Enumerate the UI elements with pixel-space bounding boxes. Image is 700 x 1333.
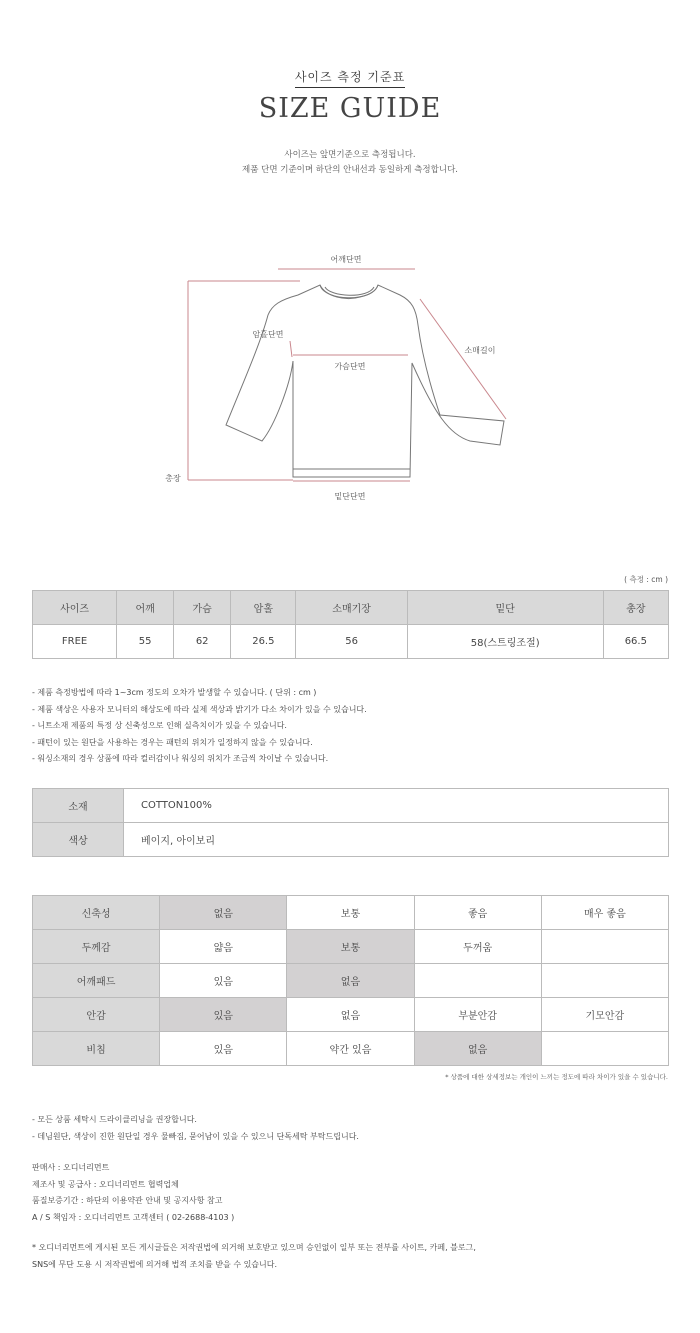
measurement-guides — [188, 269, 506, 481]
size-table — [32, 590, 669, 659]
color-label: 색상 — [33, 823, 124, 857]
armhole-guide-line — [290, 341, 292, 357]
attribute-option: 없음 — [287, 998, 414, 1032]
attribute-label: 두께감 — [33, 930, 160, 964]
attribute-option-selected: 없음 — [414, 1032, 541, 1066]
table-row — [33, 789, 669, 823]
table-row — [33, 1032, 669, 1066]
measure-unit: ( 측정 : cm ) — [624, 575, 668, 584]
cell-size: FREE — [33, 625, 117, 659]
warranty-line: 품질보증기간 : 하단의 이용약관 안내 및 공지사항 참고 — [32, 1196, 223, 1205]
page-title-korean-text: 사이즈 측정 기준표 — [295, 68, 405, 88]
table-row — [33, 930, 669, 964]
seller-info — [32, 1160, 234, 1226]
attribute-option: 있음 — [160, 1032, 287, 1066]
size-table-header — [33, 591, 669, 625]
list-item: - 니트소재 제품의 특정 상 신축성으로 인해 실측치이가 있을 수 있습니다. — [32, 721, 287, 730]
cell-hem: 58(스트링조절) — [407, 625, 603, 659]
as-contact-line: A / S 책임자 : 오디너리먼트 고객센터 ( 02-2688-4103 ) — [32, 1212, 235, 1222]
attribute-option-selected: 없음 — [160, 896, 287, 930]
attribute-table — [32, 895, 669, 1066]
attribute-note: * 상품에 대한 상세정보는 개인이 느끼는 정도에 따라 차이가 있을 수 있습니다. — [445, 1073, 668, 1081]
attribute-option: 보통 — [287, 896, 414, 930]
label-length: 총장 — [165, 474, 181, 483]
list-item: * 오디너리먼트에 게시된 모든 게시글들은 저작권법에 의거해 보호받고 있으며 승인없이 일부 또는 전부를 사이트, 카페, 블로그, — [32, 1243, 476, 1252]
attribute-label: 어깨패드 — [33, 964, 160, 998]
header-chest: 가슴 — [174, 591, 231, 625]
attribute-option — [414, 964, 541, 998]
page-title-english: SIZE GUIDE — [258, 93, 442, 124]
header-hem: 밑단 — [407, 591, 603, 625]
label-chest: 가슴단면 — [334, 362, 366, 371]
list-item: - 모든 상품 세탁시 드라이클리닝을 권장합니다. — [32, 1115, 197, 1124]
manufacturer-line: 제조사 및 공급사 : 오디너리먼트 협력업체 — [32, 1179, 179, 1189]
material-table — [32, 788, 669, 857]
table-row — [33, 964, 669, 998]
header-length: 총장 — [603, 591, 668, 625]
label-armhole: 암홀단면 — [252, 330, 284, 339]
header-armhole: 암홀 — [231, 591, 296, 625]
list-item: - 제품 색상은 사용자 모니터의 해상도에 따라 실제 색상과 밝기가 다소 차이가 있을 수 있습니다. — [32, 704, 367, 714]
sweatshirt-measurement-diagram — [150, 245, 550, 510]
attribute-label: 안감 — [33, 998, 160, 1032]
copyright-notice — [32, 1240, 476, 1273]
attribute-option: 두꺼움 — [414, 930, 541, 964]
header-shoulder: 어깨 — [117, 591, 174, 625]
seller-line: 판매사 : 오디너리먼트 — [32, 1163, 110, 1172]
cell-armhole: 26.5 — [231, 625, 296, 659]
measurement-notes — [32, 685, 367, 768]
attribute-option: 약간 있음 — [287, 1032, 414, 1066]
table-row — [33, 998, 669, 1032]
attribute-option-selected: 있음 — [160, 998, 287, 1032]
attribute-option: 좋음 — [414, 896, 541, 930]
table-row — [33, 823, 669, 857]
attribute-label: 신축성 — [33, 896, 160, 930]
sweatshirt-outline — [226, 285, 504, 477]
cell-length: 66.5 — [603, 625, 668, 659]
care-notes — [32, 1112, 359, 1145]
cell-chest: 62 — [174, 625, 231, 659]
cell-sleeve: 56 — [296, 625, 407, 659]
attribute-option-selected: 보통 — [287, 930, 414, 964]
page-title-korean — [0, 68, 700, 88]
material-label: 소재 — [33, 789, 124, 823]
attribute-option: 얇음 — [160, 930, 287, 964]
table-row — [33, 896, 669, 930]
cell-shoulder: 55 — [117, 625, 174, 659]
table-row — [33, 625, 669, 659]
attribute-option: 매우 좋음 — [541, 896, 668, 930]
attribute-option — [541, 930, 668, 964]
label-hem: 밑단단면 — [334, 492, 366, 501]
label-sleeve: 소매길이 — [464, 346, 496, 355]
attribute-option: 부분안감 — [414, 998, 541, 1032]
material-value: COTTON100% — [124, 789, 669, 823]
attribute-option: 있음 — [160, 964, 287, 998]
attribute-option — [541, 964, 668, 998]
color-value: 베이지, 아이보리 — [124, 823, 669, 857]
list-item: - 워싱소재의 경우 상품에 따라 컬러감이나 워싱의 위치가 조금씩 차이날 수 있습니다. — [32, 754, 329, 763]
intro-line-1: 사이즈는 앞면기준으로 측정됩니다. — [284, 150, 416, 160]
attribute-label: 비침 — [33, 1032, 160, 1066]
list-item: SNS에 무단 도용 시 저작권법에 의거해 법적 조치를 받을 수 있습니다. — [32, 1259, 278, 1269]
sleeve-guide-line — [420, 299, 506, 419]
attribute-option-selected: 없음 — [287, 964, 414, 998]
header-sleeve: 소매기장 — [296, 591, 407, 625]
header-size: 사이즈 — [33, 591, 117, 625]
attribute-option: 기모안감 — [541, 998, 668, 1032]
attribute-option — [541, 1032, 668, 1066]
list-item: - 데님원단, 색상이 진한 원단일 경우 물빠짐, 묻어남이 있을 수 있으니 단독세탁 부탁드립니다. — [32, 1131, 359, 1141]
list-item: - 제품 측정방법에 따라 1~3cm 정도의 오차가 발생할 수 있습니다. ( 단위 : cm ) — [32, 688, 317, 697]
intro-line-2: 제품 단면 기준이며 하단의 안내선과 동일하게 측정합니다. — [242, 165, 458, 175]
label-shoulder: 어깨단면 — [330, 255, 362, 264]
list-item: - 패턴이 있는 원단을 사용하는 경우는 패턴의 위치가 일정하지 않을 수 있습니다. — [32, 737, 313, 747]
